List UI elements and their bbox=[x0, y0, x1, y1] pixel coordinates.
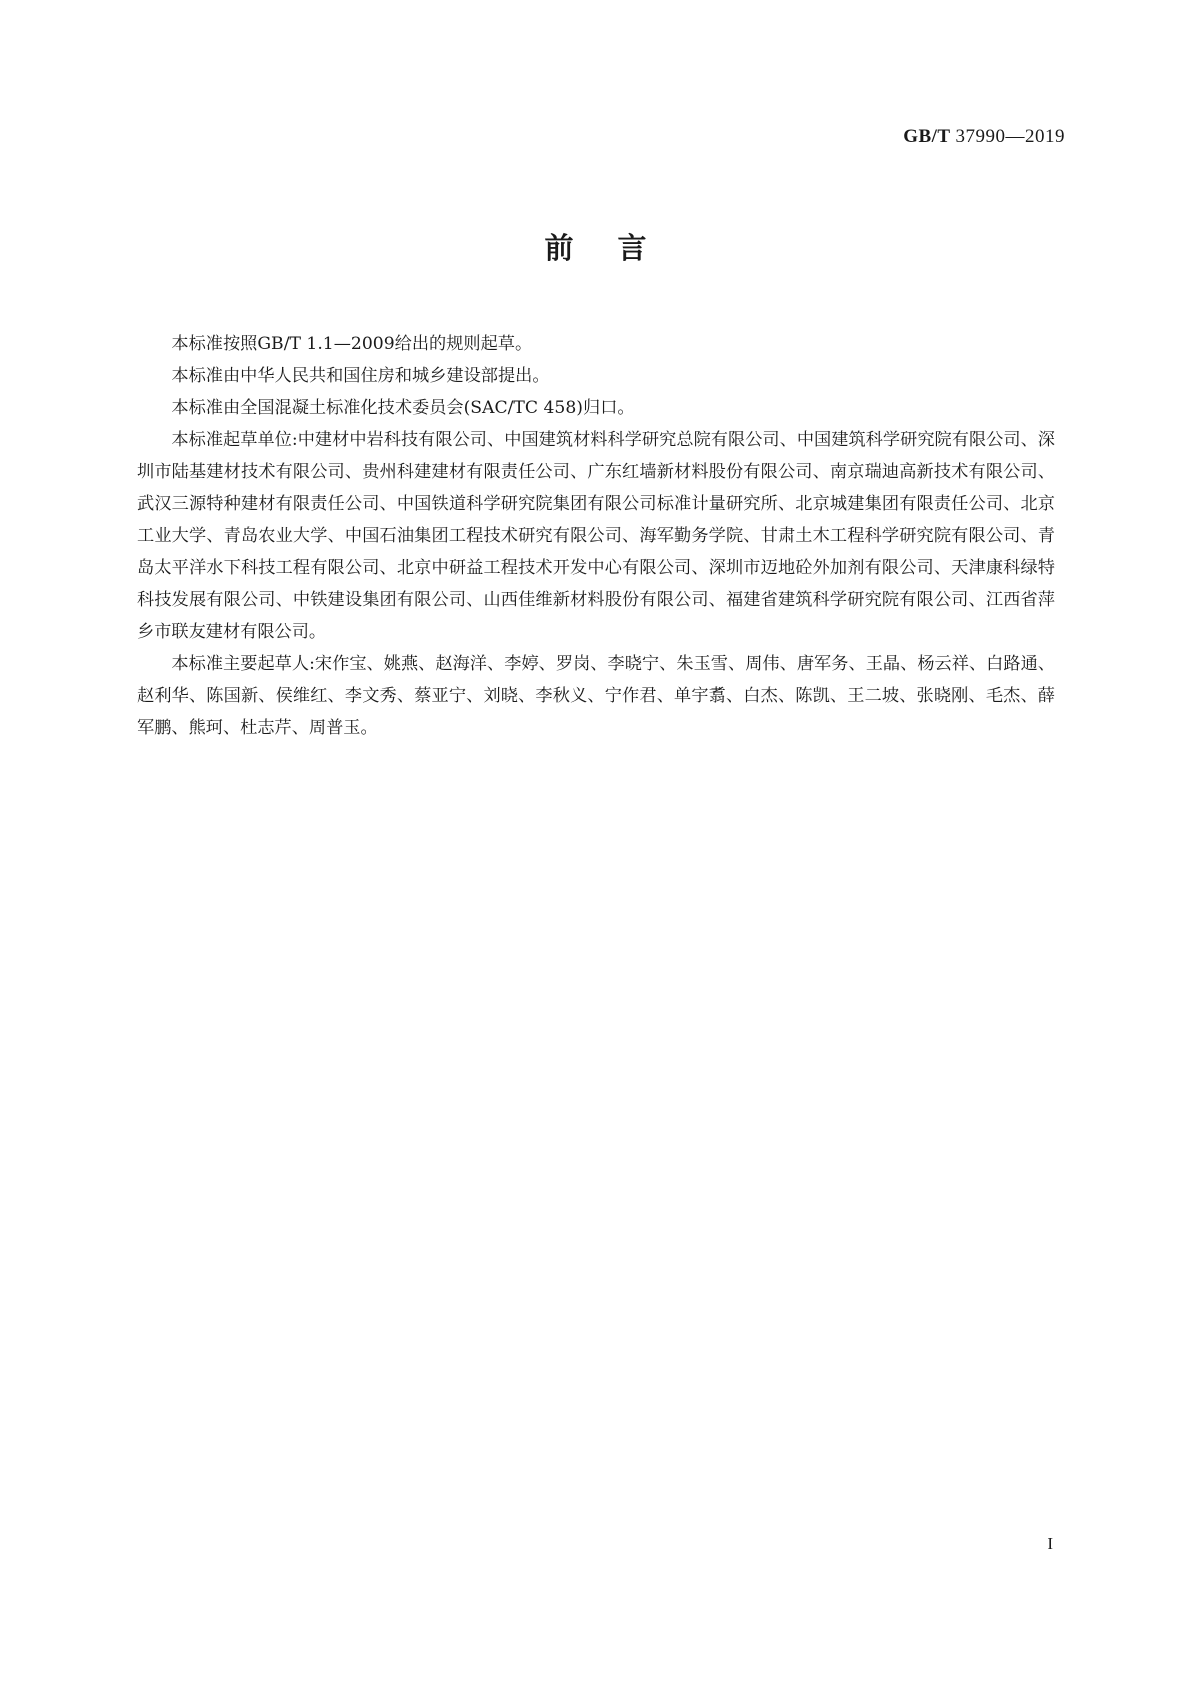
paragraph-technical-committee: 本标准由全国混凝土标准化技术委员会(SAC/TC 458)归口。 bbox=[171, 398, 635, 418]
foreword-body bbox=[137, 328, 1055, 744]
paragraph-main-drafters: 本标准主要起草人:宋作宝、姚燕、赵海洋、李婷、罗岗、李晓宁、朱玉雪、周伟、唐军务、王晶、杨云祥、白路通、赵利华、陈国新、侯维红、李文秀、蔡亚宁、刘晓、李秋义、宁作君、单宇翥、白杰、陈凯、王二坡、张晓刚、毛杰、薛军鹏、熊珂、杜志芹、周普玉。 bbox=[137, 654, 1055, 738]
page-number: I bbox=[1047, 1534, 1053, 1553]
paragraph-drafting-units: 本标准起草单位:中建材中岩科技有限公司、中国建筑材料科学研究总院有限公司、中国建筑科学研究院有限公司、深圳市陆基建材技术有限公司、贵州科建建材有限责任公司、广东红墙新材料股份有限公司、南京瑞迪高新技术有限公司、武汉三源特种建材有限责任公司、中国铁道科学研究院集团有限公司标准计量研究所、北京城建集团有限责任公司、北京工业大学、青岛农业大学、中国石油集团工程技术研究有限公司、海军勤务学院、甘肃土木工程科学研究院有限公司、青岛太平洋水下科技工程有限公司、北京中研益工程技术开发中心有限公司、深圳市迈地砼外加剂有限公司、天津康科绿特科技发展有限公司、中铁建设集团有限公司、山西佳维新材料股份有限公司、福建省建筑科学研究院有限公司、江西省萍乡市联友建材有限公司。 bbox=[137, 430, 1055, 642]
standard-number: 37990—2019 bbox=[955, 126, 1065, 147]
paragraph-drafting-rules: 本标准按照GB/T 1.1—2009给出的规则起草。 bbox=[171, 334, 533, 354]
standard-prefix: GB/T bbox=[903, 126, 951, 147]
page-title: 前言 bbox=[544, 231, 691, 265]
standard-code bbox=[903, 126, 1065, 148]
paragraph-proposer: 本标准由中华人民共和国住房和城乡建设部提出。 bbox=[171, 366, 550, 386]
